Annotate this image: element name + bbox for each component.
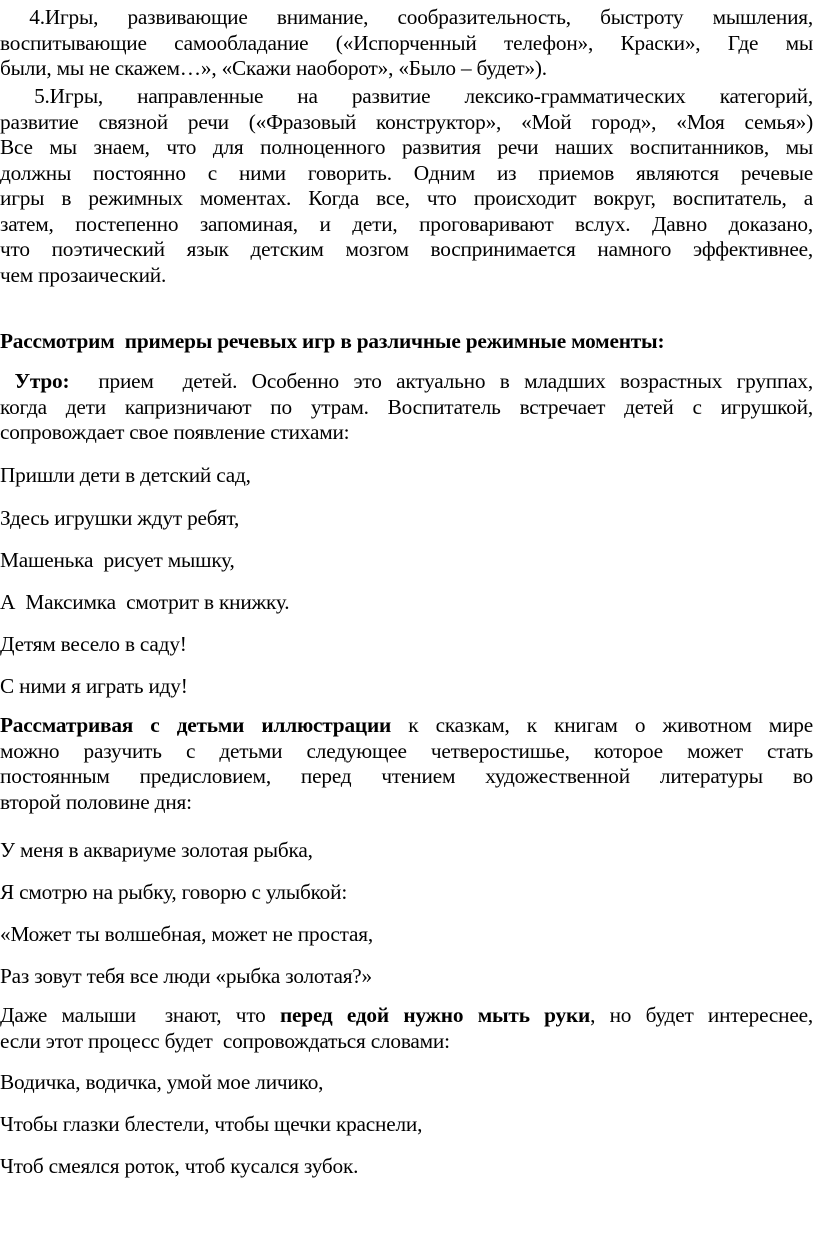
text-line: когда дети капризничают по утрам. Воспитатель встречает детей с игрушкой,	[0, 394, 813, 419]
paragraph-illustrations	[0, 713, 813, 815]
section-heading: Рассмотрим примеры речевых игр в различные режимные моменты:	[0, 329, 665, 353]
text-line	[0, 713, 813, 739]
poem-line: Машенька рисует мышку,	[0, 548, 235, 572]
text-line: игры в режимных моментах. Когда все, что происходит вокруг, воспитатель, а	[0, 186, 813, 210]
paragraph-handwashing	[0, 1003, 813, 1054]
text-line: 4.Игры, развивающие внимание, сообразительность, быстроту мышления,	[0, 5, 813, 29]
text-line: чем прозаический.	[0, 262, 167, 287]
poem-line: Здесь игрушки ждут ребят,	[0, 506, 240, 530]
poem-line: Я смотрю на рыбку, говорю с улыбкой:	[0, 880, 348, 904]
bold-phrase: перед едой нужно мыть руки	[279, 1003, 591, 1027]
paragraph-morning	[0, 369, 813, 446]
text-line	[0, 1003, 813, 1029]
poem-line: Раз зовут тебя все люди «рыбка золотая?»	[0, 964, 373, 988]
poem-line: Чтоб смеялся роток, чтоб кусался зубок.	[0, 1154, 359, 1178]
text-line: если этот процесс будет сопровождаться словами:	[0, 1028, 450, 1053]
poem-line: Пришли дети в детский сад,	[0, 463, 251, 487]
bold-lead: Рассматривая с детьми иллюстрации	[0, 713, 392, 737]
text-line: затем, постепенно запоминая, и дети, проговаривают вслух. Давно доказано,	[0, 211, 813, 236]
text-line: Все мы знаем, что для полноценного развития речи наших воспитанников, мы	[0, 135, 813, 159]
poem-line: Чтобы глазки блестели, чтобы щечки краснели,	[0, 1112, 423, 1136]
poem-line: Водичка, водичка, умой мое личико,	[0, 1070, 324, 1094]
text-span: к сказкам, к книгам о животном мире	[391, 713, 813, 737]
poem-line: У меня в аквариуме золотая рыбка,	[0, 838, 313, 862]
text-line: 5.Игры, направленные на развитие лексико-грамматических категорий,	[0, 84, 813, 108]
text-line: были, мы не скажем…», «Скажи наоборот», «Было – будет»).	[0, 56, 547, 80]
text-line	[0, 369, 813, 395]
text-line: второй половине дня:	[0, 789, 192, 814]
poem-line: «Может ты волшебная, может не простая,	[0, 922, 374, 946]
text-line: сопровождает свое появление стихами:	[0, 420, 350, 444]
paragraph-games-5	[0, 84, 813, 135]
text-line: что поэтический язык детским мозгом воспринимается намного эффективнее,	[0, 237, 813, 261]
paragraph-games-4	[0, 5, 813, 82]
bold-lead: Утро:	[0, 369, 70, 393]
text-line: можно разучить с детьми следующее четверостишье, которое может стать	[0, 738, 813, 763]
paragraph-intro	[0, 135, 813, 288]
poem-line: А Максимка смотрит в книжку.	[0, 590, 290, 614]
poem-line: Детям весело в саду!	[0, 632, 187, 656]
text-line: постоянным предисловием, перед чтением художественной литературы во	[0, 764, 813, 788]
text-line: должны постоянно с ними говорить. Одним из приемов являются речевые	[0, 160, 813, 185]
text-span: прием детей. Особенно это актуально в младших возрастных группах,	[69, 369, 814, 393]
poem-line: С ними я играть иду!	[0, 674, 188, 698]
text-line: воспитывающие самообладание («Испорченный телефон», Краски», Где мы	[0, 30, 813, 55]
text-line: развитие связной речи («Фразовый конструктор», «Мой город», «Моя семья»)	[0, 109, 813, 134]
text-span: , но будет интереснее,	[590, 1003, 813, 1027]
text-span: Даже малыши знают, что	[0, 1003, 280, 1027]
